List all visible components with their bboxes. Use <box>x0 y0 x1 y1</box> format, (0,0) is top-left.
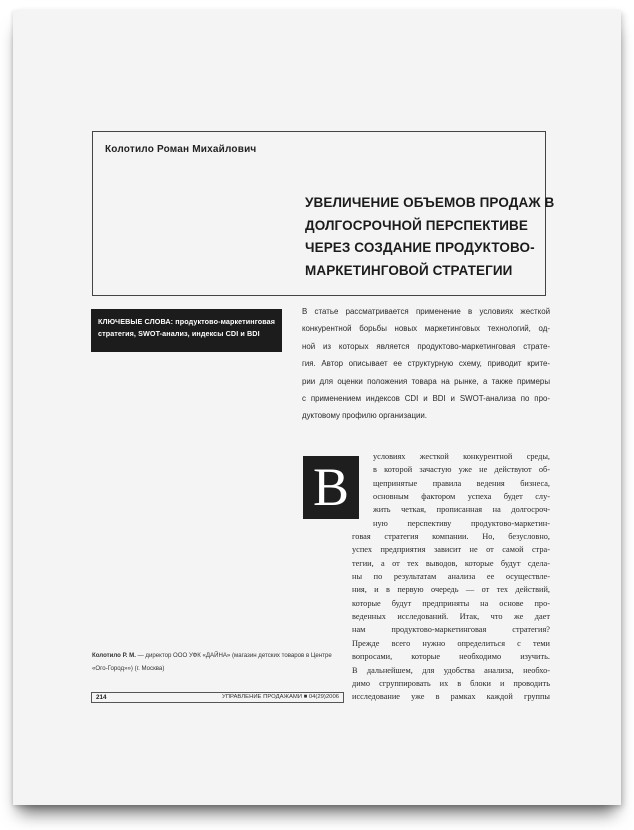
bio-text: — директор ООО УФК «ДАЙНА» (магазин детских товаров в Центре <box>135 652 332 659</box>
body-line: исследование уже в рамках каждой группы <box>352 692 550 702</box>
body-line: основным фактором успеха будет слу- <box>373 492 550 502</box>
author-bio <box>92 649 342 675</box>
article-title <box>305 192 555 282</box>
body-line: нам продуктово-маркетинговая стратегия? <box>352 625 550 635</box>
body-line: димо сгруппировать их в блоки и проводить <box>352 678 550 688</box>
keywords-line: продуктово-маркетинговая <box>173 317 276 326</box>
abstract-line: с применением индексов CDI и BDI и SWOT-анализа по про- <box>302 394 550 404</box>
body-line: ную перспективу продуктово-маркетин- <box>373 518 550 528</box>
bio-text: «Ого-Город»») (г. Москва) <box>92 665 165 673</box>
page-number: 214 <box>96 694 107 701</box>
abstract-line: ной из которых является продуктово-маркетинговая страте- <box>302 341 550 351</box>
body-line: веденных исследований. Итак, что же дает <box>352 612 550 622</box>
journal-issue: УПРАВЛЕНИЕ ПРОДАЖАМИ ■ 04(29)2006 <box>221 694 339 700</box>
author-name: Колотило Роман Михайлович <box>105 144 257 155</box>
body-line: тегии, а от тех выводов, которые будут сдела- <box>352 558 550 568</box>
body-line: В дальнейшем, для удобства анализа, необхо- <box>352 665 550 675</box>
body-text <box>352 450 550 704</box>
body-line: которые будут предприняты на основе про- <box>352 598 550 608</box>
keywords-label: КЛЮЧЕВЫЕ СЛОВА: <box>98 317 174 326</box>
body-line: говая стратегия компании. Но, безусловно, <box>352 532 550 542</box>
bio-name: Колотило Р. М. <box>92 652 136 659</box>
abstract <box>302 303 550 425</box>
body-line: щепринятые правила ведения бизнеса, <box>373 478 550 488</box>
journal-page <box>13 10 621 805</box>
title-line: УВЕЛИЧЕНИЕ ОБЪЕМОВ ПРОДАЖ В <box>305 195 555 210</box>
body-line: ния, и в первую очередь — от тех действий, <box>352 585 550 595</box>
abstract-line: гия. Автор описывает ее структурную схему, приводит крите- <box>302 359 550 369</box>
abstract-line: конкурентной борьбы новых маркетинговых технологий, од- <box>302 324 550 334</box>
page-footer <box>91 692 344 703</box>
title-line: МАРКЕТИНГОВОЙ СТРАТЕГИИ <box>305 262 513 278</box>
article-header-box <box>92 131 555 296</box>
body-line: жить четкая, прописанная на долгосроч- <box>373 505 550 515</box>
body-line: ны по результатам анализа ее осуществле- <box>352 572 550 582</box>
abstract-line: дуктовому профилю организации. <box>302 411 427 421</box>
abstract-line: В статье рассматривается применение в условиях жесткой <box>302 307 550 316</box>
body-line: условиях жесткой конкурентной среды, <box>373 452 550 461</box>
title-line: ДОЛГОСРОЧНОЙ ПЕРСПЕКТИВЕ <box>305 217 529 233</box>
keywords-line: стратегия, SWOT-анализ, индексы CDI и BDI <box>98 328 260 338</box>
body-line: вопросами, которые необходимо изучить. <box>352 652 550 662</box>
drop-cap: В <box>303 456 359 519</box>
title-line: ЧЕРЕЗ СОЗДАНИЕ ПРОДУКТОВО- <box>305 240 535 255</box>
keywords-block <box>91 309 282 352</box>
body-line: Прежде всего нужно определиться с теми <box>352 638 550 648</box>
body-line: в которой зачастую уже не действуют об- <box>373 465 550 475</box>
body-line: успех предприятия зависит не от самой стра- <box>352 545 550 555</box>
abstract-line: рии для оценки положения товара на рынке, а также примеры <box>302 376 550 386</box>
